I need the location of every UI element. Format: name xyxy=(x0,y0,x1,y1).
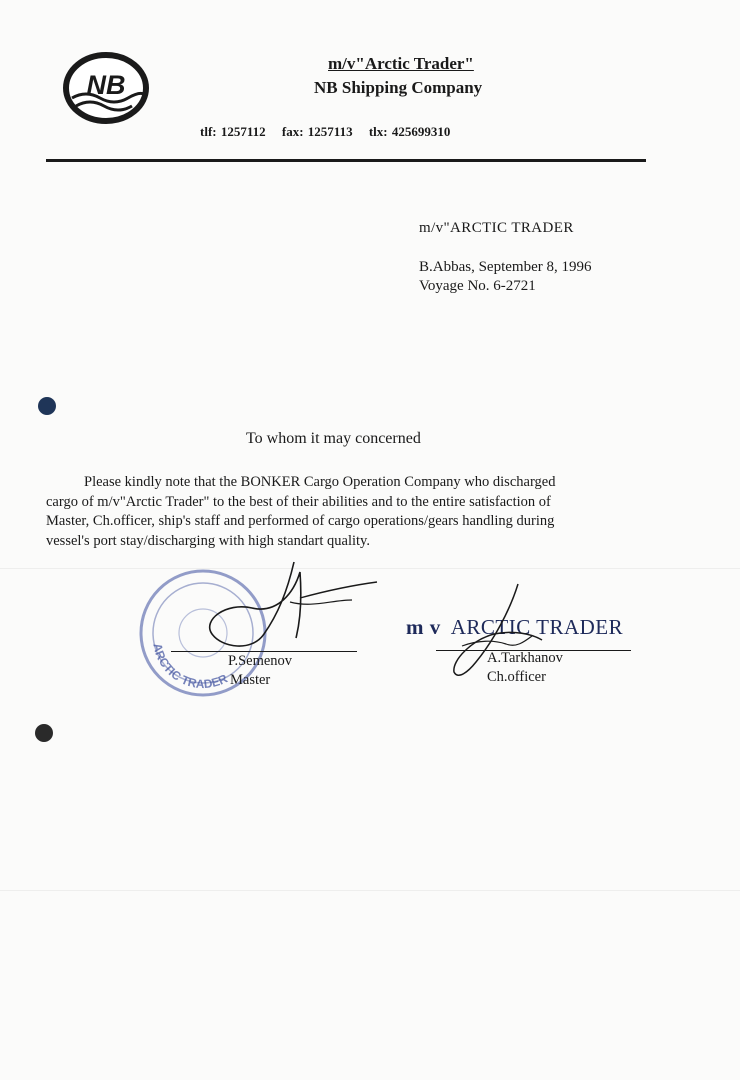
contact-line xyxy=(200,124,462,140)
body-line: Master, Ch.officer, ship's staff and performed of cargo operations/gears handling during xyxy=(46,513,555,529)
officer-title: Ch.officer xyxy=(487,669,546,685)
punch-hole xyxy=(35,724,53,742)
letter-body xyxy=(46,473,646,551)
officer-name: A.Tarkhanov xyxy=(487,650,563,666)
logo-text: NB xyxy=(86,70,126,100)
phone-number: tlf: 1257112 xyxy=(200,124,266,139)
stamp-ship-name: ARCTIC TRADER xyxy=(450,615,624,639)
master-name: P.Semenov xyxy=(228,653,293,669)
body-line: vessel's port stay/discharging with high standart quality. xyxy=(46,532,370,549)
fax-number: fax: 1257113 xyxy=(281,124,353,139)
punch-hole xyxy=(38,397,56,415)
reference-ship: m/v"ARCTIC TRADER xyxy=(419,220,574,236)
header-ship-title: m/v"Arctic Trader" xyxy=(328,54,474,73)
salutation: To whom it may concerned xyxy=(246,430,421,447)
company-name: NB Shipping Company xyxy=(314,78,483,97)
stamp-text: ARCTIC TRADER xyxy=(150,641,230,692)
nb-logo-icon xyxy=(62,52,152,124)
voyage-number: Voyage No. 6-2721 xyxy=(419,278,536,294)
header-divider xyxy=(46,159,646,162)
master-title: Master xyxy=(230,672,271,688)
telex-number: tlx: 425699310 xyxy=(368,124,451,139)
signature-line xyxy=(171,651,357,652)
body-line: Please kindly note that the BONKER Cargo Operation Company who discharged xyxy=(84,474,556,490)
place-date: B.Abbas, September 8, 1996 xyxy=(419,259,592,275)
paper-fold xyxy=(0,890,740,891)
master-signature xyxy=(182,552,382,662)
stamp-prefix: m v xyxy=(406,615,441,639)
body-line: cargo of m/v"Arctic Trader" to the best of their abilities and to the entire satisfaction of xyxy=(46,493,551,510)
